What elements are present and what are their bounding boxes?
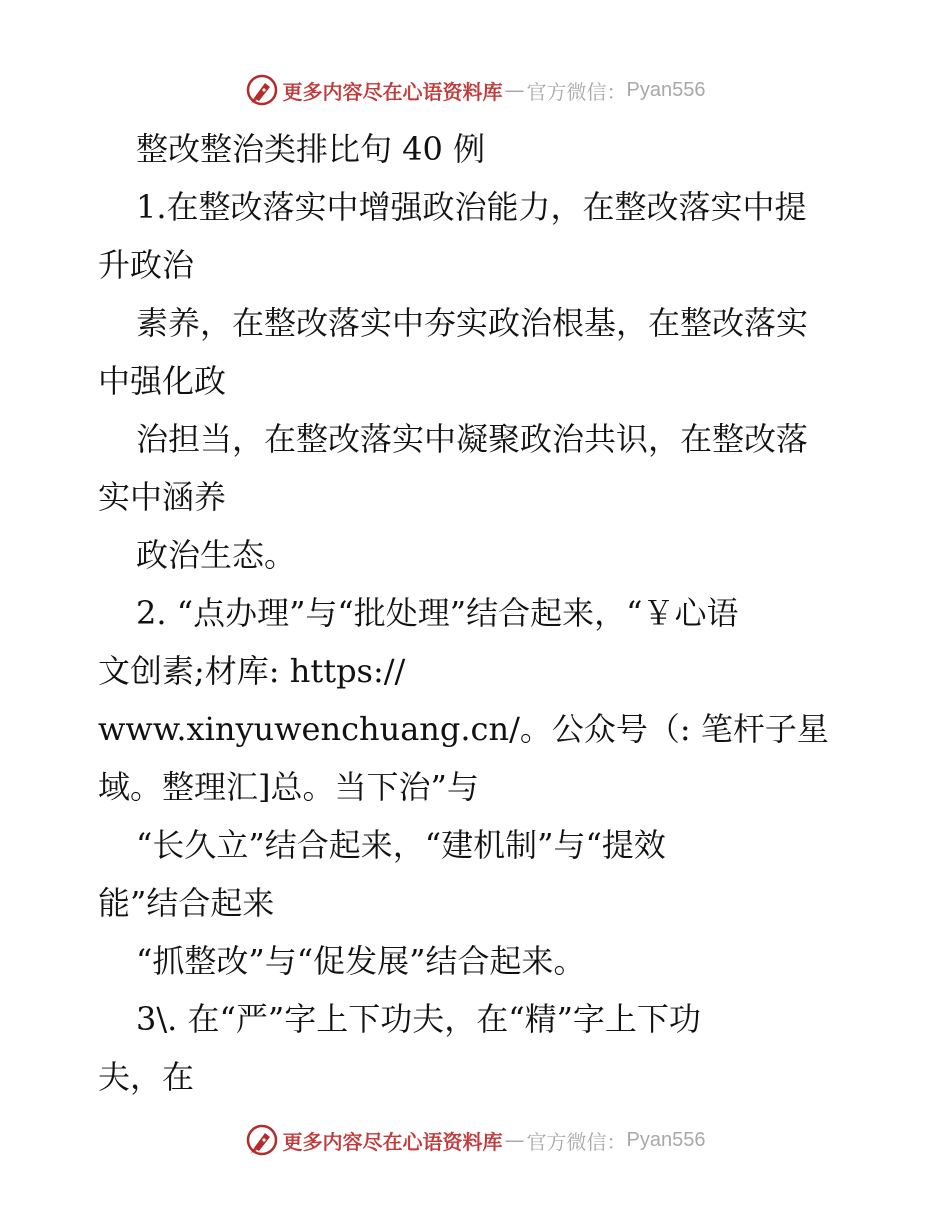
text-line: www.xinyuwenchuang.cn/。公众号（: 笔杆子星 <box>98 710 829 748</box>
text-line: 夫，在 <box>98 1058 195 1096</box>
text-line: 中强化政 <box>98 362 227 400</box>
text-line: 整改整治类排比句 40 例 <box>136 130 486 168</box>
watermark-main-text: 更多内容尽在心语资料库 <box>282 79 503 104</box>
text-line: 素养，在整改落实中夯实政治根基，在整改落实 <box>136 304 809 342</box>
text-line: 能”结合起来 <box>98 884 275 922</box>
text-line: “长久立”结合起来，“建机制”与“提效 <box>136 826 666 864</box>
watermark-wechat-label: 官方微信： <box>526 79 627 104</box>
text-line: “抓整改”与“促发展”结合起来。 <box>136 942 586 980</box>
text-line: 2. “点办理”与“批处理”结合起来，“￥心语 <box>136 594 739 632</box>
text-line: 治担当，在整改落实中凝聚政治共识，在整改落 <box>136 420 809 458</box>
pen-nib-logo-icon <box>245 73 279 107</box>
text-line: 实中涵养 <box>98 478 227 516</box>
pen-nib-logo-icon <box>245 1123 279 1157</box>
text-line: 升政治 <box>98 246 195 284</box>
text-line: 文创素;材库: https:// <box>98 652 406 690</box>
watermark-wechat-id: Pyan556 <box>626 78 706 101</box>
watermark-wechat-label: 官方微信： <box>526 1129 627 1154</box>
watermark-wechat-id: Pyan556 <box>626 1128 706 1151</box>
text-line: 政治生态。 <box>136 536 297 574</box>
watermark-dash: — <box>504 1128 525 1152</box>
footer-watermark <box>0 1120 950 1160</box>
watermark-dash: — <box>504 78 525 102</box>
text-line: 1.在整改落实中增强政治能力，在整改落实中提 <box>136 188 807 226</box>
text-line: 3\. 在“严”字上下功夫，在“精”字上下功 <box>136 1000 701 1038</box>
watermark-main-text: 更多内容尽在心语资料库 <box>282 1129 503 1154</box>
header-watermark <box>0 70 950 110</box>
text-line: 域。整理汇]总。当下治”与 <box>98 768 479 806</box>
